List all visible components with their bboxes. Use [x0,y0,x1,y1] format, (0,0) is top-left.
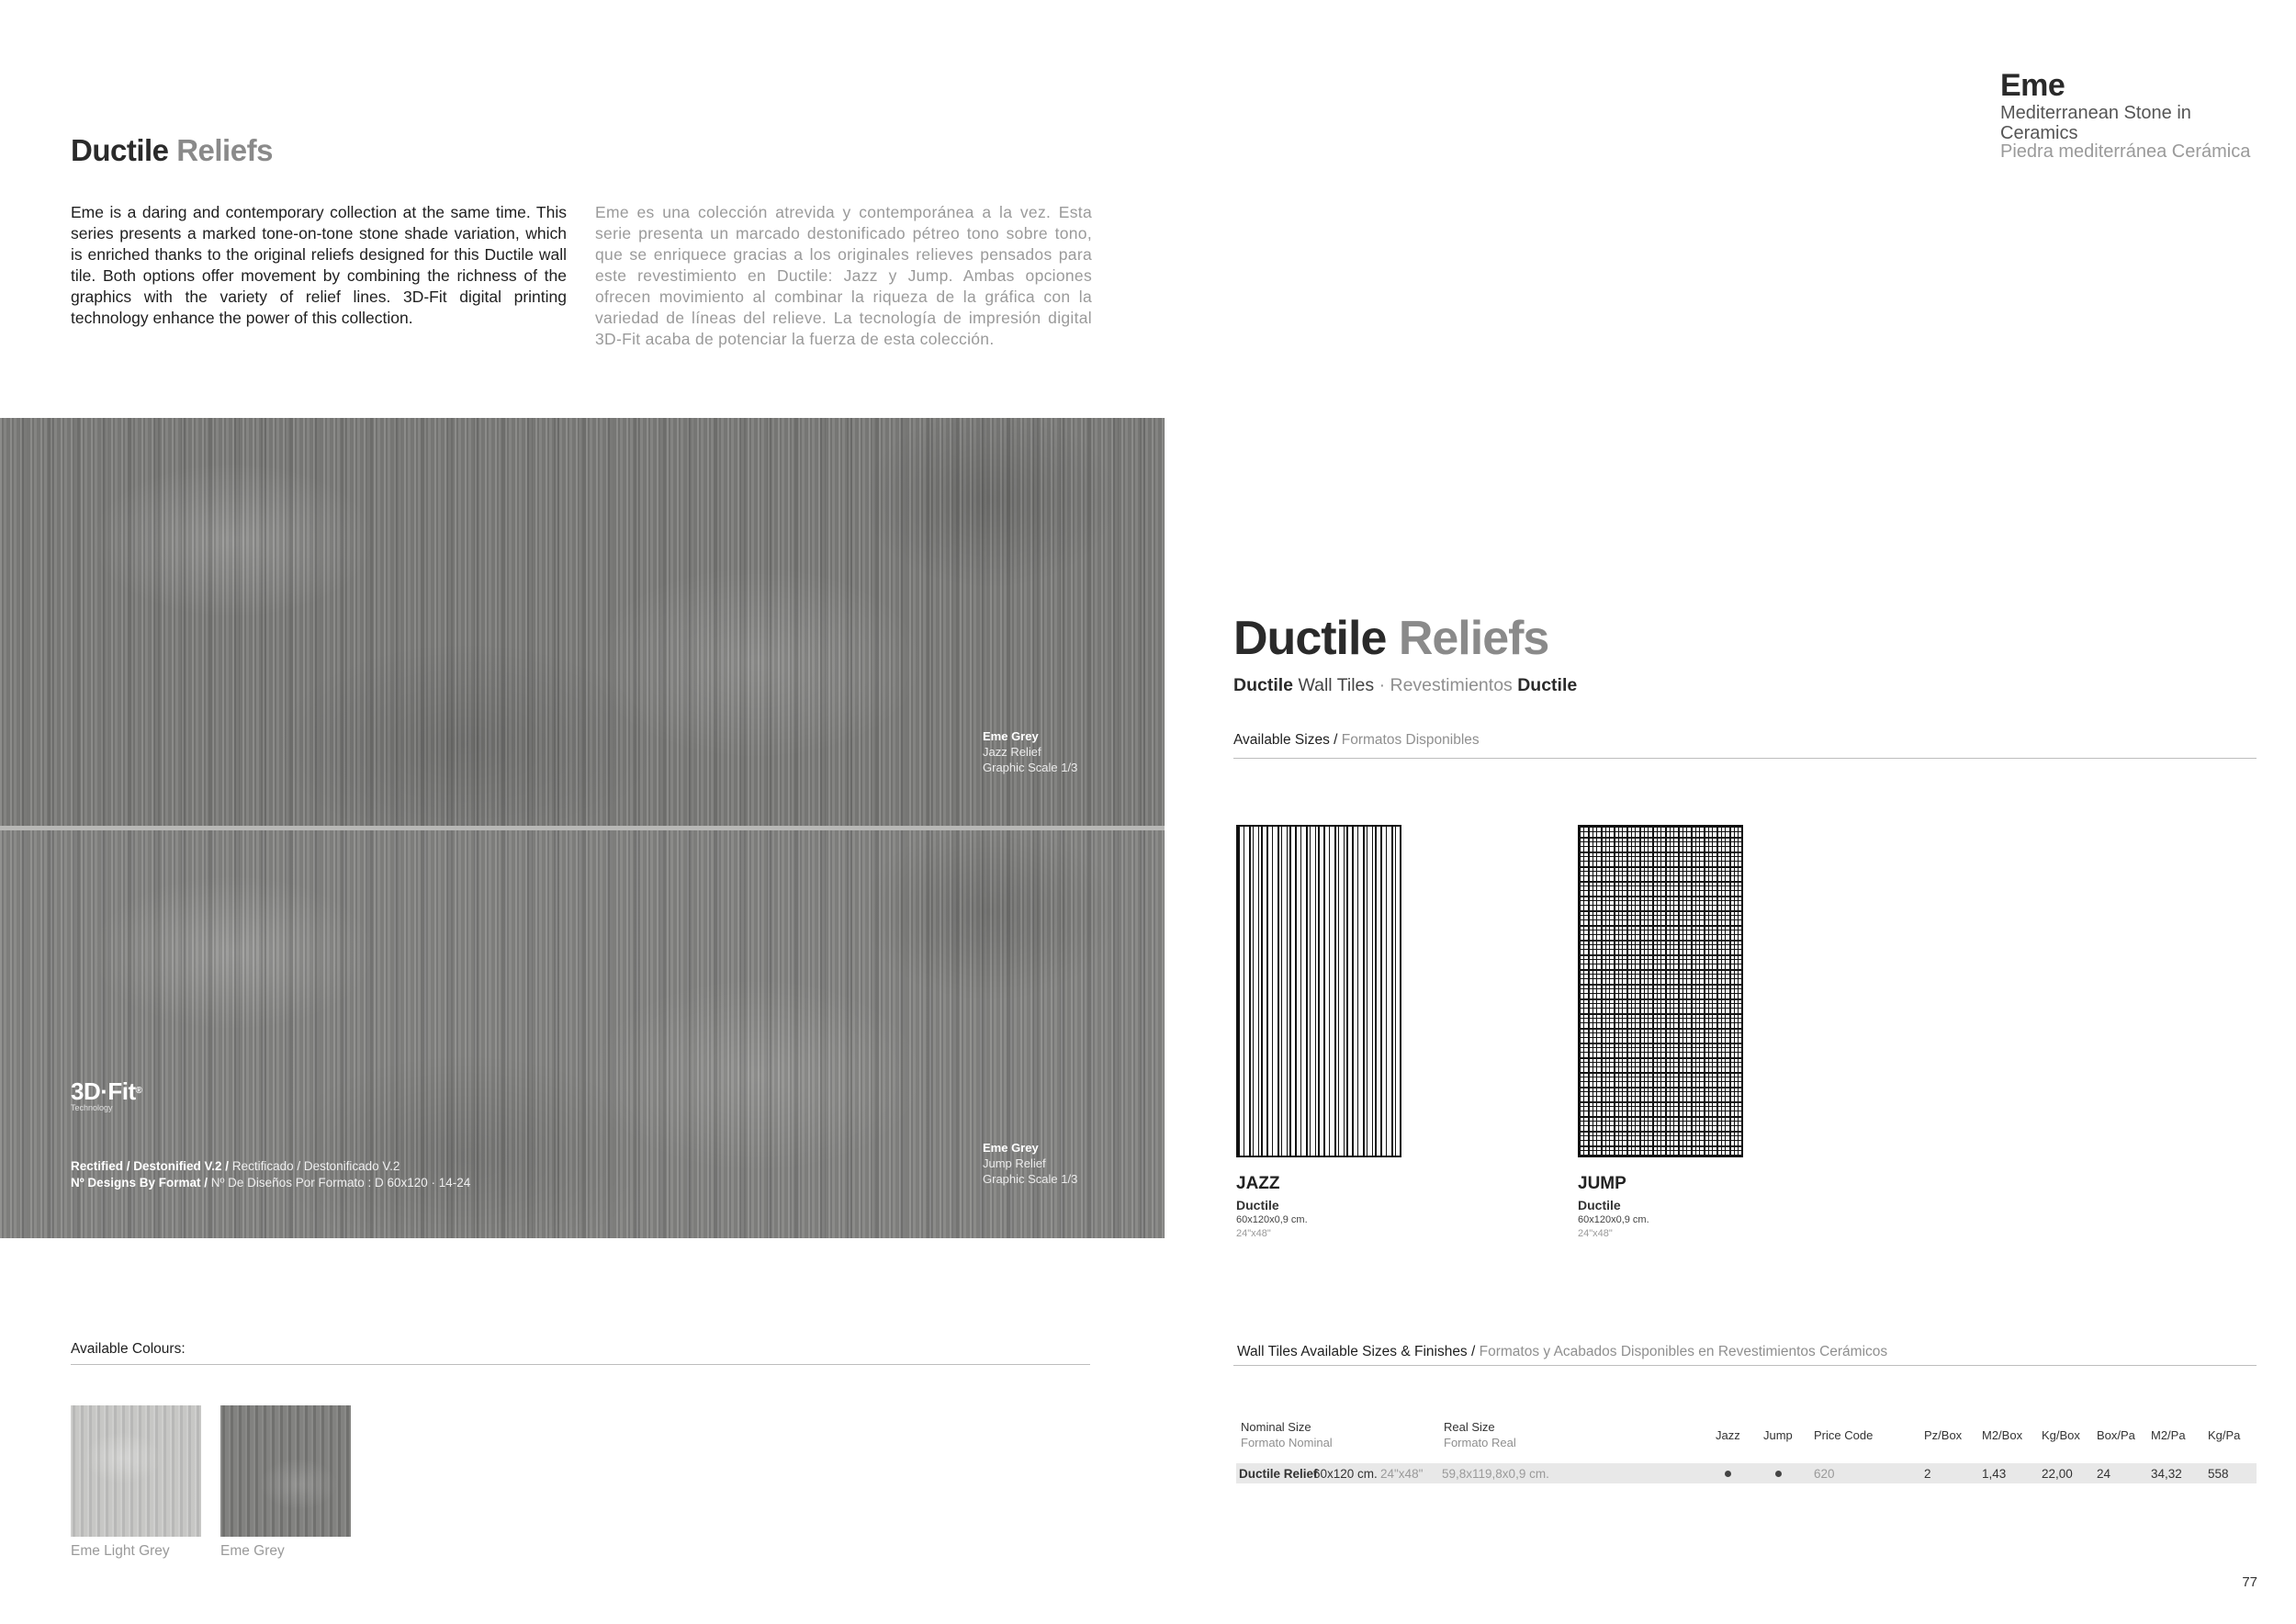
product-sub-mid: Wall Tiles [1298,675,1375,695]
th-kg-box: Kg/Box [2042,1428,2080,1442]
rectified-line [71,1158,400,1175]
td-real: 59,8x119,8x0,9 cm. [1442,1467,1549,1481]
jazz-type: Ductile [1236,1198,1279,1212]
swatch-label-light-grey: Eme Light Grey [71,1543,170,1559]
td-box-pa: 24 [2097,1467,2111,1481]
th-box-pa: Box/Pa [2097,1428,2135,1442]
intro-title-strong: Ductile [71,133,169,167]
jazz-size: 60x120x0,9 cm. [1236,1214,1308,1225]
th-nominal [1241,1419,1333,1450]
td-nominal-inch: 24"x48" [1380,1467,1424,1481]
brand-subtitle-en: Mediterranean Stone in Ceramics [2000,103,2191,143]
jump-type: Ductile [1578,1198,1621,1212]
th-kg-pa: Kg/Pa [2208,1428,2241,1442]
3d-fit-logo [71,1079,142,1112]
caption-bottom-relief: Jump Relief [983,1156,1046,1170]
designs-en: Nº Designs By Format / [71,1176,208,1190]
product-sub-strong1: Ductile [1233,675,1294,695]
td-m2-box: 1,43 [1982,1467,2007,1481]
th-real [1444,1419,1516,1450]
th-pz-box: Pz/Box [1924,1428,1963,1442]
fit-registered: ® [135,1086,142,1096]
jazz-inches: 24"x48" [1236,1228,1271,1239]
designs-line [71,1175,470,1191]
th-m2-box: M2/Box [1982,1428,2023,1442]
sizes-label-en: Available Sizes / [1233,732,1338,748]
colours-divider [71,1364,1090,1365]
jump-inches: 24"x48" [1578,1228,1613,1239]
table-label-en: Wall Tiles Available Sizes & Finishes / [1237,1344,1476,1359]
intro-title [71,133,273,168]
jump-name: JUMP [1578,1174,1626,1193]
fit-logo-text: 3D·Fit [71,1077,136,1105]
th-nominal-en: Nominal Size [1241,1420,1311,1434]
intro-title-light: Reliefs [176,133,273,167]
th-real-en: Real Size [1444,1420,1495,1434]
caption-top-name: Eme Grey [983,729,1039,743]
sizes-divider [1233,758,2257,759]
product-title-light: Reliefs [1398,612,1549,665]
sizes-label-es: Formatos Disponibles [1341,732,1480,748]
th-price-code: Price Code [1814,1428,1874,1442]
rectified-en: Rectified / Destonified V.2 / [71,1159,230,1173]
intro-text-en: Eme is a daring and contemporary collection at the same time. This series presents a marked tone-on-tone stone shade variation, which is enriched thanks to the original reliefs designed for this Ductile wall tile. Both options offer movement by combining the richness of the graphics with the variety of relief lines. 3D-Fit digital printing technology enhance the power of this collection. [71,203,567,327]
colours-label: Available Colours: [71,1341,186,1357]
brand-name: Eme [2000,68,2065,103]
th-m2-pa: M2/Pa [2151,1428,2186,1442]
td-m2-pa: 34,32 [2151,1467,2182,1481]
td-pz-box: 2 [1924,1467,1931,1481]
td-price-code: 620 [1814,1467,1835,1481]
product-title-strong: Ductile [1233,612,1387,665]
th-jazz: Jazz [1716,1428,1740,1442]
table-divider [1233,1365,2257,1366]
th-real-es: Formato Real [1444,1436,1516,1449]
td-nominal: 60x120 cm. [1313,1467,1378,1481]
swatch-eme-light-grey [71,1405,201,1537]
designs-value: D 60x120 · 14-24 [375,1176,471,1190]
brand-header [2000,68,2267,162]
sizes-label [1233,732,1480,749]
jazz-name: JAZZ [1236,1174,1280,1193]
td-kg-pa: 558 [2208,1467,2229,1481]
td-name: Ductile Relief [1239,1467,1318,1481]
th-jump: Jump [1763,1428,1793,1442]
jump-size: 60x120x0,9 cm. [1578,1214,1649,1225]
page-number: 77 [2242,1574,2257,1590]
swatch-label-grey: Eme Grey [220,1543,285,1559]
td-kg-box: 22,00 [2042,1467,2073,1481]
product-title [1233,611,1548,666]
jazz-relief-diagram [1236,825,1401,1157]
jump-relief-diagram [1578,825,1743,1157]
fit-logo-sub: Technology [71,1103,113,1112]
jazz-available-dot [1725,1471,1731,1477]
table-label-es: Formatos y Acabados Disponibles en Revestimientos Cerámicos [1479,1344,1888,1359]
product-sub-light: · Revestimientos [1379,675,1513,695]
product-sub-strong2: Ductile [1517,675,1578,695]
photo-caption-bottom [983,1140,1077,1187]
caption-top-relief: Jazz Relief [983,745,1041,759]
caption-bottom-name: Eme Grey [983,1141,1039,1155]
intro-text-es: Eme es una colección atrevida y contemporánea a la vez. Esta serie presenta un marcado destonificado pétreo tono sobre tono, que se enriquece gracias a los originales relieves pensados para este revestimiento en Ductile: Jazz y Jump. Ambas opciones ofrecen movimiento al combinar la riqueza de la gráfica con la variedad de líneas del relieve. La tecnología de impresión digital 3D-Fit acaba de potenciar la fuerza de esta colección. [595,203,1092,348]
product-subtitle [1233,675,1577,696]
caption-bottom-scale: Graphic Scale 1/3 [983,1172,1078,1186]
swatch-eme-grey [220,1405,351,1537]
photo-caption-top [983,728,1077,775]
ambience-photo [0,418,1165,1238]
jump-available-dot [1775,1471,1782,1477]
th-nominal-es: Formato Nominal [1241,1436,1333,1449]
table-label [1237,1344,1887,1360]
caption-top-scale: Graphic Scale 1/3 [983,761,1078,774]
brand-subtitle-es: Piedra mediterránea Cerámica [2000,141,2251,162]
rectified-es: Rectificado / Destonificado V.2 [231,1159,400,1173]
designs-es: Nº De Diseños Por Formato : [210,1176,372,1190]
